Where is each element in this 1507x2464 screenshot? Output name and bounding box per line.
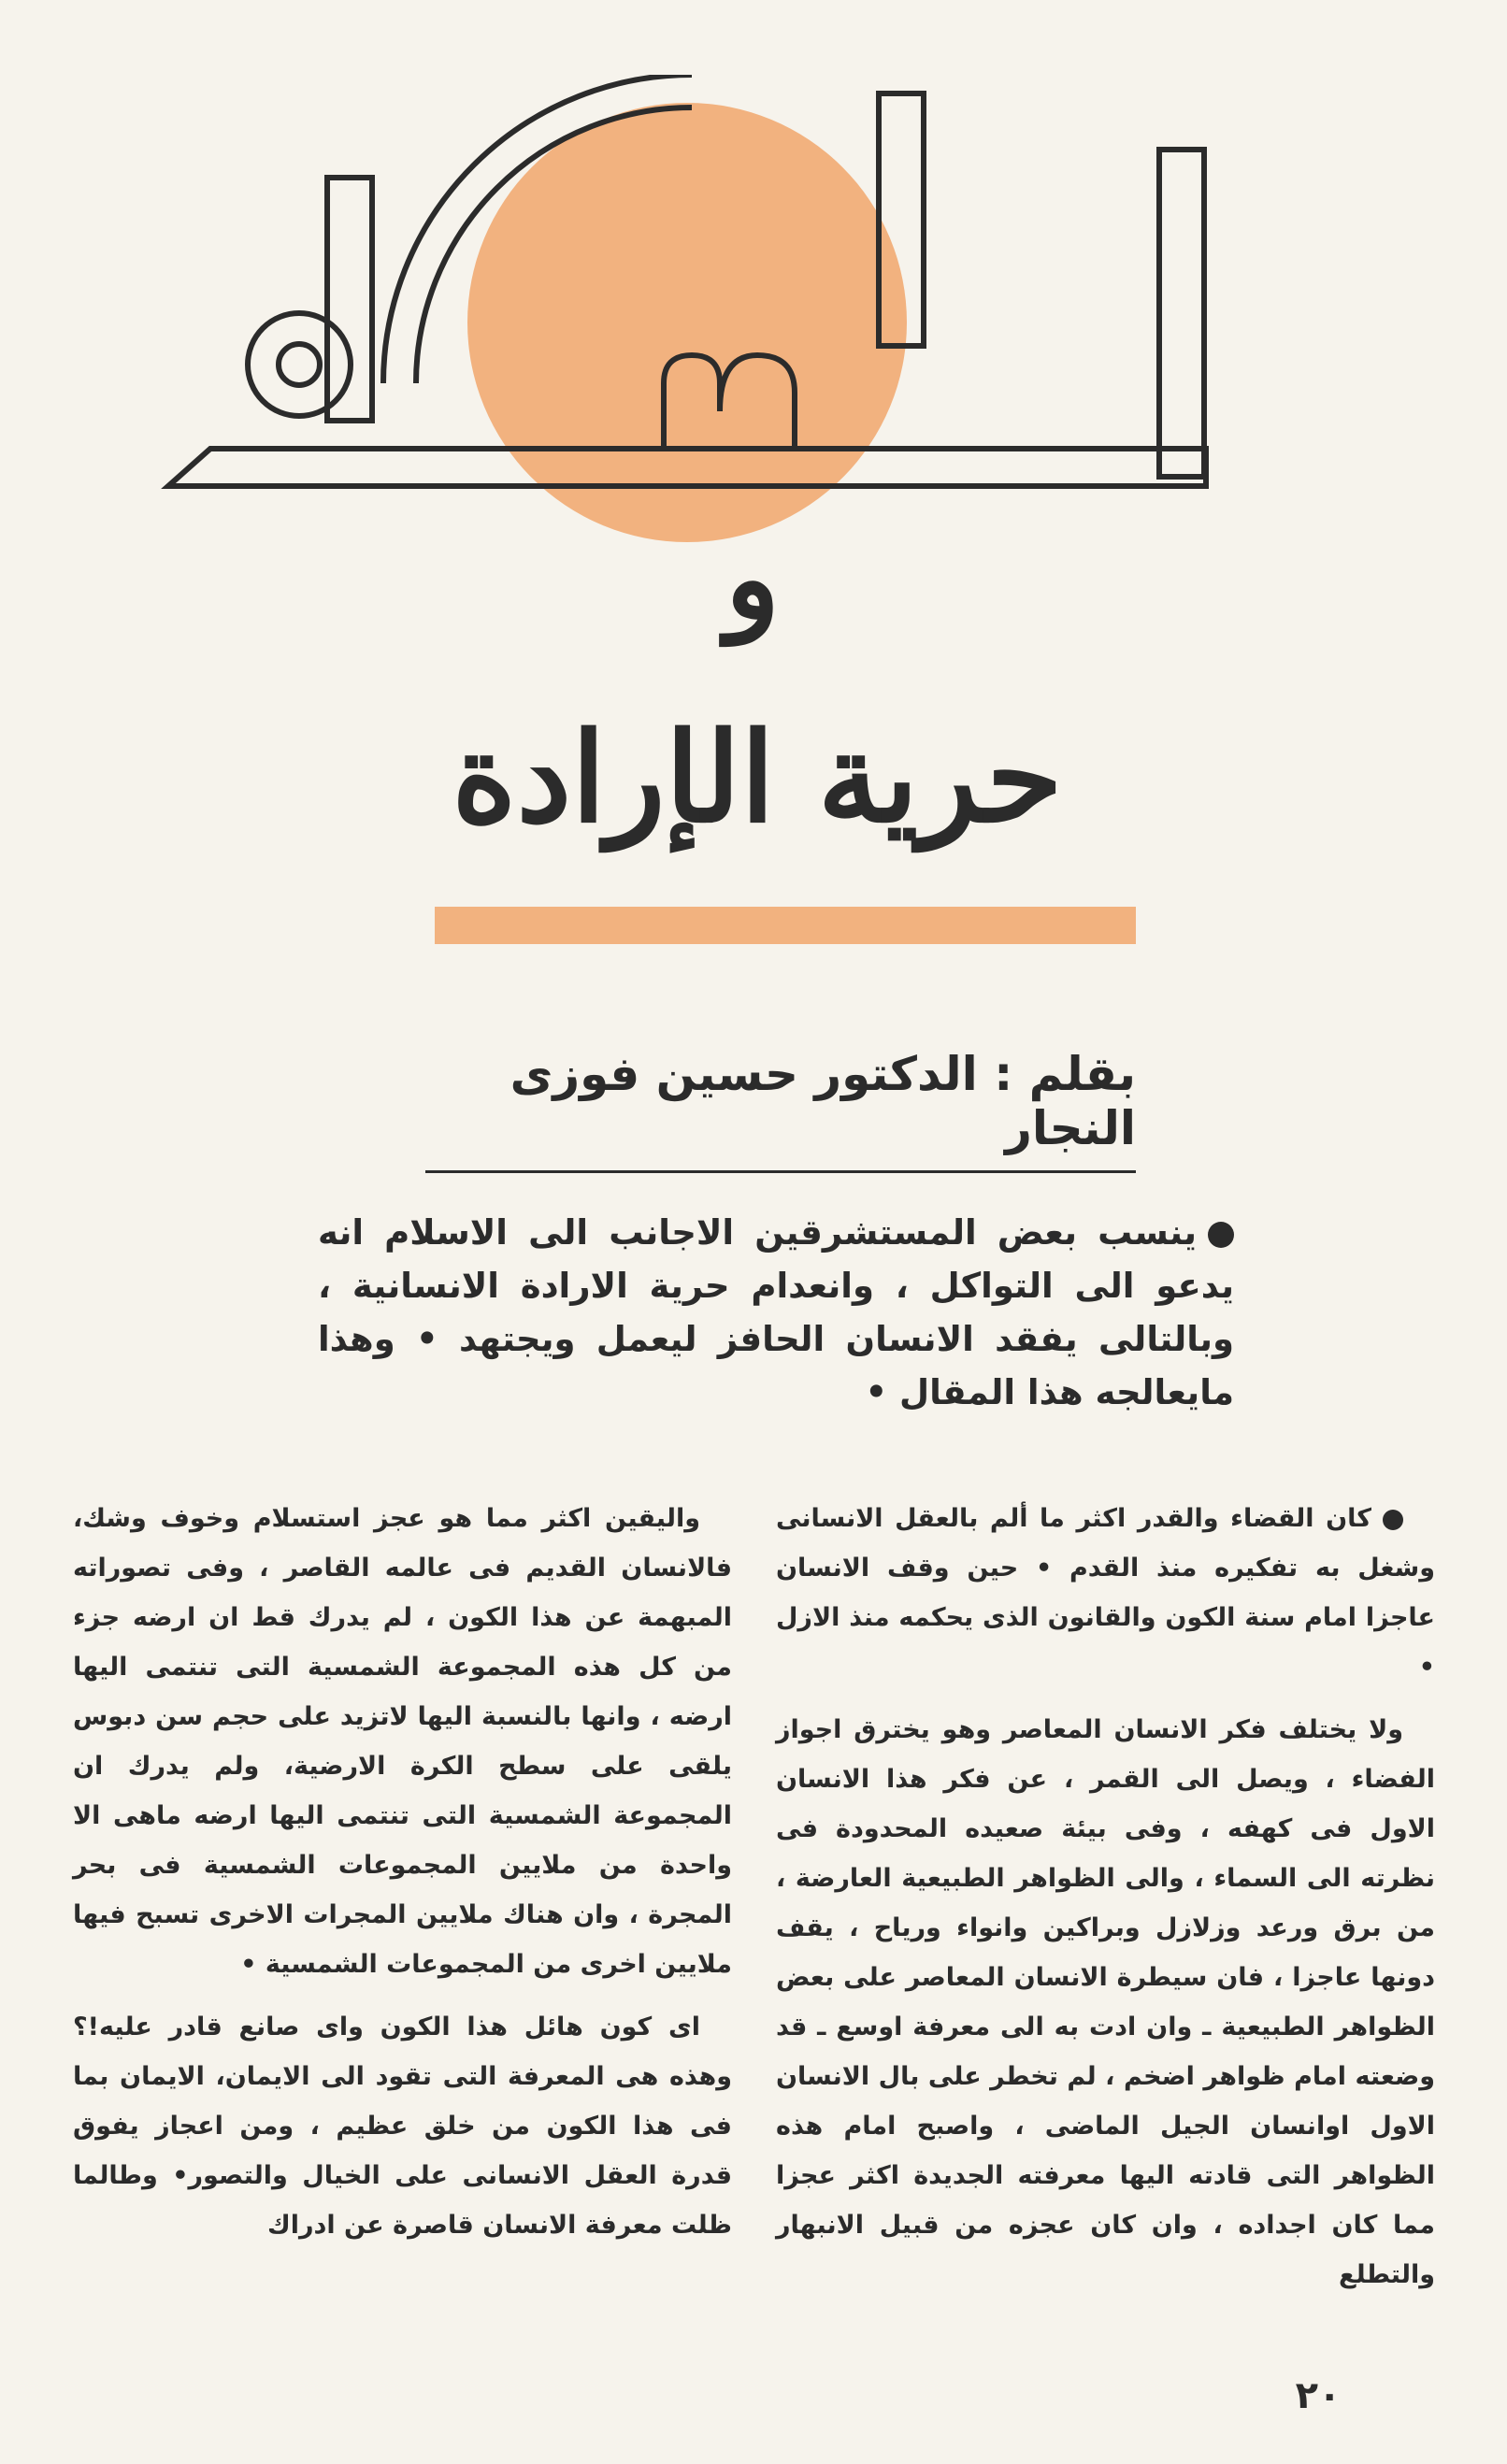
lead-paragraph	[318, 1206, 1234, 1419]
bullet-icon	[1208, 1222, 1234, 1248]
logo-stroke-right	[1159, 150, 1204, 477]
body-paragraph: ولا يختلف فكر الانسان المعاصر وهو يخترق اجواز الفضاء ، ويصل الى القمر ، عن فكر هذا الانسان الاول فى كهفه ، وفى بيئة صعيده المحدودة فى نظرته الى السماء ، والى الظواهر الطبيعية العارضة ، من برق ورعد وزلازل وبراكين وانواء ورياح ، يقف دونها عاجزا ، فان سيطرة الانسان المعاصر على بعض الظواهر الطبيعية ـ وان ادت به الى معرفة اوسع ـ قد وضعته امام ظواهر اضخم ، لم تخطر على بال الانسان الاول اوانسان الجيل الماضى ، واصبح امام هذه الظواهر التى قادته اليها معرفته الجديدة اكثر عجزا مما كان اجداده ، وان كان عجزه من قبيل الانبهار والتطلع	[776, 1715, 1435, 2289]
article-title: حرية الإرادة	[452, 706, 1063, 851]
author-byline: بقلم : الدكتور حسين فوزى النجار	[425, 1047, 1136, 1173]
body-column-left	[73, 1494, 732, 2263]
bullet-icon	[1383, 1510, 1403, 1530]
body-column-right	[776, 1494, 1435, 2313]
body-paragraph	[776, 1494, 1435, 1692]
logo-meem-inner	[279, 344, 320, 385]
lead-text: ينسب بعض المستشرقين الاجانب الى الاسلام انه يدعو الى التواكل ، وانعدام حرية الارادة الانسانية ، وبالتالى يفقد الانسان الحافز ليعمل ويجتهد • وهذا مايعالجه هذا المقال •	[318, 1212, 1234, 1412]
body-paragraph: واليقين اكثر مما هو عجز استسلام وخوف وشك، فالانسان القديم فى عالمه القاصر ، وفى تصوراته المبهمة عن هذا الكون ، لم يدرك قط ان ارضه جزء من كل هذه المجموعة الشمسية التى تنتمى اليها ارضه ، وانها بالنسبة اليها لاتزيد على حجم سن دبوس يلقى على سطح الكرة الارضية، ولم يدرك ان المجموعة الشمسية التى تنتمى اليها ارضه ماهى الا واحدة من ملايين المجموعات الشمسية فى بحر المجرة ، وان هناك ملايين المجرات الاخرى تسبح فيها ملايين اخرى من المجموعات الشمسية •	[73, 1504, 732, 1979]
logo-waw-letter: و	[725, 513, 780, 645]
title-underline-bar	[435, 907, 1136, 944]
sun-disc	[467, 103, 907, 542]
page-number: ٢٠	[1295, 2374, 1342, 2417]
paragraph-text: كان القضاء والقدر اكثر ما ألم بالعقل الانسانى وشغل به تفكيره منذ القدم • حين وقف الانسان عاجزا امام سنة الكون والقانون الذى يحكمه منذ الازل •	[776, 1504, 1435, 1682]
logo-meem-loop	[248, 313, 351, 416]
body-paragraph: اى كون هائل هذا الكون واى صانع قادر عليه!؟ وهذه هى المعرفة التى تقود الى الايمان، الايمان بما فى هذا الكون من خلق عظيم ، ومن اعجاز يفوق قدرة العقل الانسانى على الخيال والتصور• وطالما ظلت معرفة الانسان قاصرة عن ادراك	[73, 2013, 732, 2240]
